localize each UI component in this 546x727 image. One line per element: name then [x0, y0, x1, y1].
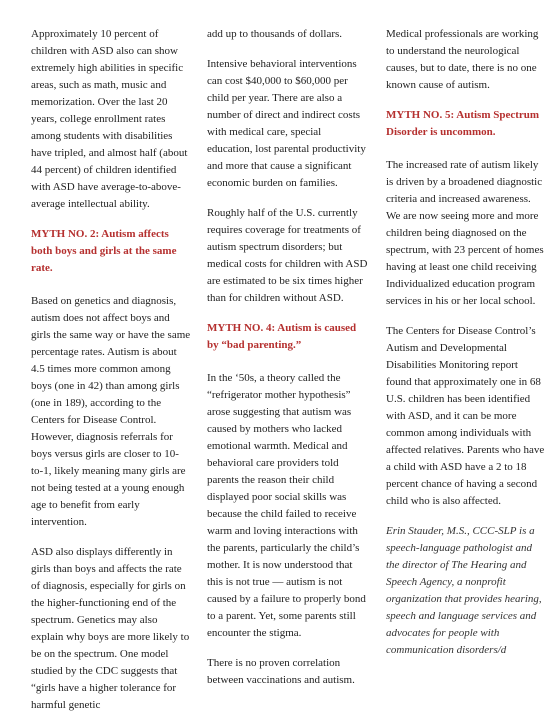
body-paragraph: add up to thousands of dollars. — [207, 28, 343, 40]
body-paragraph: ASD also displays differently in girls than boys and affects the rate of diagnosis, especially for girls on the higher-functioning end of the spectrum. Genetics may also explain why boys are more likely to be on the spectrum. One model studied by the CDC suggests that “girls have a higher tolerance for harmful genetic — [31, 546, 190, 711]
article-column-1 — [31, 26, 191, 727]
body-paragraph: Approximately 10 percent of children with ASD also can show extremely high abilities in specific areas, such as math, music and memorization. Over the last 20 years, college enrollment rates among students with disabilities have tripled, and almost half (about 44 percent) of children identified with ASD have average-to-above-average intellectual ability. — [31, 28, 188, 210]
body-paragraph: Based on genetics and diagnosis, autism does not affect boys and girls the same way or have the same percentage rates. Autism is about 4.5 times more common among boys (one in 42) than among girls (one in 189), according to the Centers for Disease Control. However, diagnosis referrals for boys versus girls are closer to 10-to-1, likely meaning many girls are not being tested at a young enough age to benefit from early intervention. — [31, 295, 191, 528]
myth-heading: MYTH NO. 2: Autism affects both boys and girls at the same rate. — [31, 228, 177, 274]
body-paragraph: There is no proven correlation between vaccinations and autism. — [207, 657, 355, 686]
body-paragraph: Medical professionals are working to understand the neurological causes, but to date, there is no one known cause of autism. — [386, 28, 539, 91]
author-bio: Erin Stauder, M.S., CCC-SLP is a speech-language pathologist and the director of The Hearing and Speech Agency, a nonprofit organization that provides hearing, speech and language services and advocates for people with communication disorders/d — [386, 525, 542, 656]
body-paragraph: The Centers for Disease Control’s Autism and Developmental Disabilities Monitoring report found that approximately one in 68 U.S. children has been identified with ASD, and it can be more common among individuals with affected relatives. Parents who have a child with ASD have a 2 to 18 percent chance of having a second child who is also affected. — [386, 325, 545, 507]
body-paragraph: In the ‘50s, a theory called the “refrigerator mother hypothesis” arose suggesting that autism was caused by mothers who lacked emotional warmth. Medical and behavioral care providers told parents the reason their child displayed poor social skills was because the child failed to receive warm and loving interactions with the parents, particularly the child’s mother. It is now understood that this is not true — autism is not caused by a failure to properly bond to a parent. Yet, some parents still encounter the stigma. — [207, 372, 366, 639]
body-paragraph: Roughly half of the U.S. currently requires coverage for treatments of autism spectrum disorders; but medical costs for children with ASD are estimated to be six times higher than for children without ASD. — [207, 207, 368, 304]
body-paragraph: The increased rate of autism likely is driven by a broadened diagnostic criteria and increased awareness. We are now seeing more and more children being diagnosed on the spectrum, with 23 percent of homes having at least one child receiving Individualized education program services in his or her local school. — [386, 159, 544, 307]
body-paragraph: Intensive behavioral interventions can cost $40,000 to $60,000 per child per year. There are also a number of direct and indirect costs with medical care, special education, lost parental productivity and more that cause a significant economic burden on families. — [207, 58, 366, 189]
myth-heading: MYTH NO. 4: Autism is caused by “bad parenting.” — [207, 322, 357, 351]
myth-heading: MYTH NO. 5: Autism Spectrum Disorder is uncommon. — [386, 109, 540, 138]
article-column-2 — [207, 26, 369, 702]
article-column-3 — [386, 26, 546, 672]
